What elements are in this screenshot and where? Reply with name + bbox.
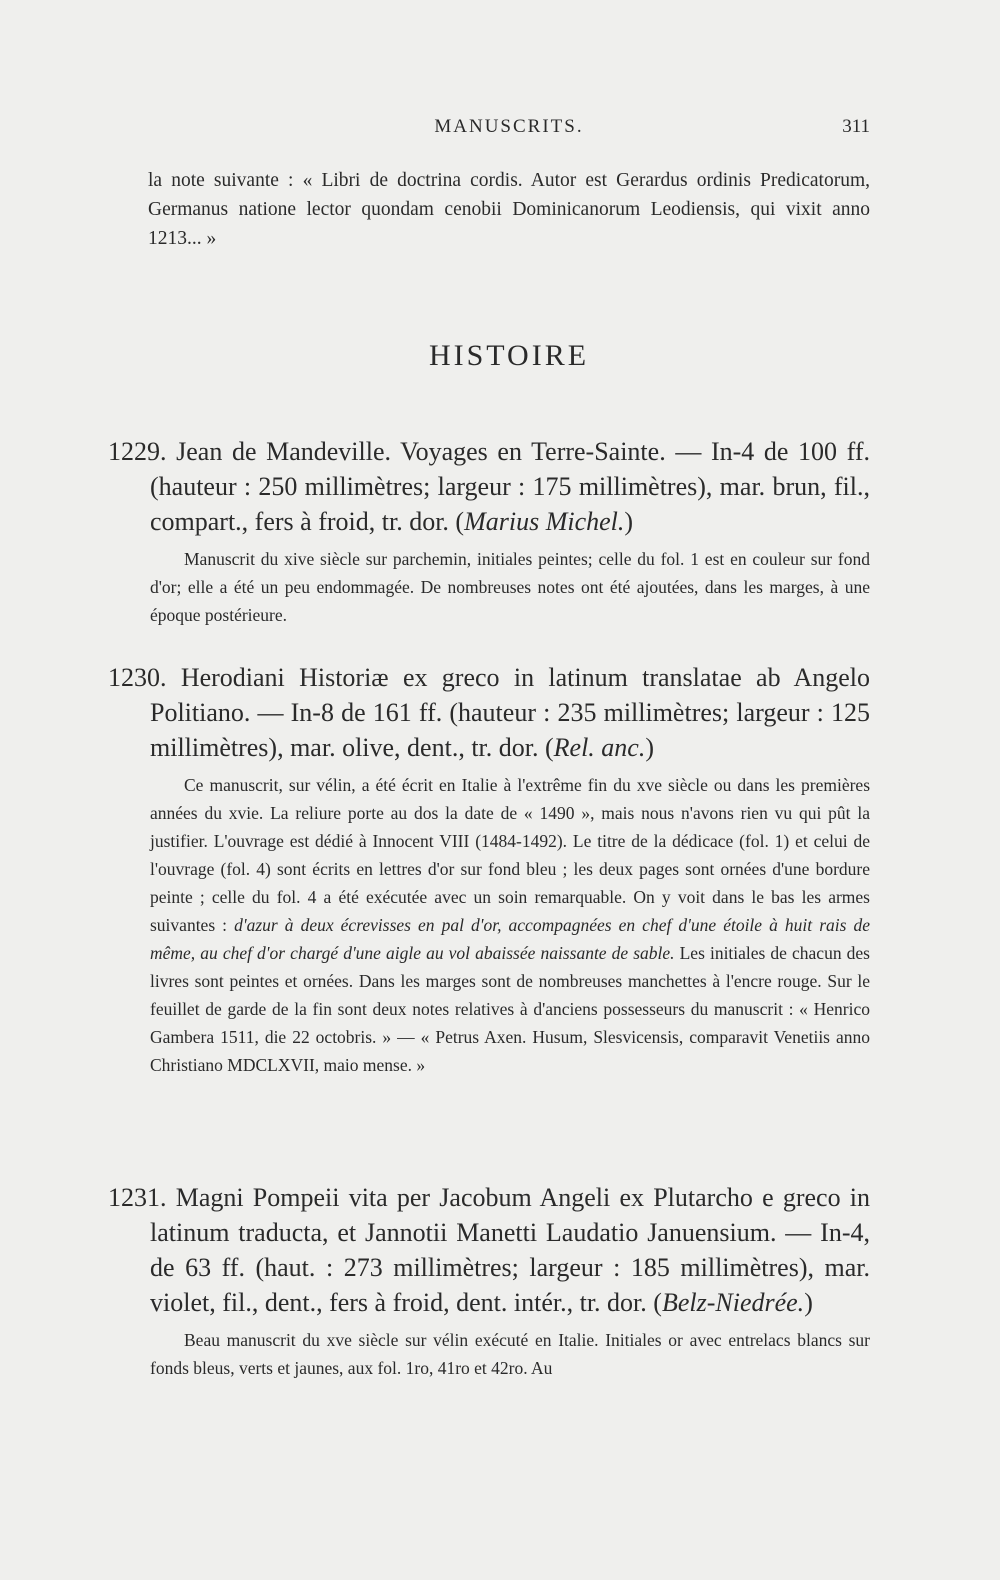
continuation-text: la note suivante : « Libri de doctrina cordis. Autor est Gerardus ordinis Predicatorum, Germanus natione lector quondam cenobii Dominicanorum Leodiensis, qui vixit anno 1213... » [148,170,870,249]
note-text-continued: Les initiales de chacun des livres sont peintes et ornées. Dans les marges sont de nombreuses manchettes à l'encre rouge. Sur le feuillet de garde de la fin sont deux notes relatives à d'anciens possesseurs du manuscrit : « Henrico Gambera 1511, die 22 octobris. » — « Petrus Axen. Husum, Slesvicensis, comparavit Venetiis anno Christiano MDCLXVII, maio mense. » [150,943,870,1075]
continuation-block [148,166,870,253]
page-header [148,116,870,146]
entry-description: Jean de Mandeville. Voyages en Terre-Sainte. — In-4 de 100 ff. (hauteur : 250 millimètres; largeur : 175 millimètres), mar. brun, fil., compart., fers à froid, tr. dor. ( [150,437,871,536]
entry-1231 [108,1180,870,1382]
note-text: Ce manuscrit, sur vélin, a été écrit en Italie à l'extrême fin du xve siècle ou dans les premières années du xvie. La reliure porte au dos la date de « 1490 », mais nous n'avons rien vu qui pût la justifier. L'ouvrage est dédié à Innocent VIII (1484-1492). Le titre de la dédicace (fol. 1) et celui de l'ouvrage (fol. 4) sont écrits en lettres d'or sur fond bleu ; les deux pages sont ornées d'une bordure peinte ; celle du fol. 4 a été exécutée avec un soin remarquable. On y voit dans le bas les armes suivantes : [150,775,870,935]
entry-note [150,771,870,1079]
entry-note: Manuscrit du xive siècle sur parchemin, initiales peintes; celle du fol. 1 est en couleur sur fond d'or; elle a été un peu endommagée. De nombreuses notes ont été ajoutées, dans les marges, à une époque postérieure. [150,549,870,625]
entry-heading: 1230. Herodiani Historiæ ex greco in latinum translatae ab Angelo Politiano. — In-8 de 161 ff. (hauteur : 235 millimètres; largeur : 125 millimètres), mar. olive, dent., tr. dor. (Rel. anc.) [108,663,871,762]
entry-number: 1231. [108,1183,167,1212]
entry-1229 [108,434,870,629]
page-number: 311 [842,116,870,137]
binder-name: Marius Michel. [464,507,625,536]
running-title: MANUSCRITS. [434,116,584,137]
entry-note: Beau manuscrit du xve siècle sur vélin exécuté en Italie. Initiales or avec entrelacs blancs sur fonds bleus, verts et jaunes, aux fol. 1ro, 41ro et 42ro. Au [150,1330,870,1378]
entry-1230 [108,660,870,1079]
section-heading-block [148,338,870,374]
binder-name: Belz-Niedrée. [661,1288,805,1317]
entry-description: Magni Pompeii vita per Jacobum Angeli ex Plutarcho e greco in latinum traducta, et Jannotii Manetti Laudatio Januensium. — In-4, de 63 ff. (haut. : 273 millimètres; largeur : 185 millimètres), mar. violet, fil., dent., fers à froid, dent. intér., tr. dor. ( [150,1183,870,1317]
entry-description: Herodiani Historiæ ex greco in latinum translatae ab Angelo Politiano. — In-8 de 161 ff. (hauteur : 235 millimètres; largeur : 125 millimètres), mar. olive, dent., tr. dor. ( [150,663,871,762]
entry-number: 1230. [108,663,167,692]
binder-name: Rel. anc. [553,733,646,762]
section-heading: HISTOIRE [428,339,590,372]
entry-heading: 1229. Jean de Mandeville. Voyages en Terre-Sainte. — In-4 de 100 ff. (hauteur : 250 millimètres; largeur : 175 millimètres), mar. brun, fil., compart., fers à froid, tr. dor. (Marius Michel.) [108,437,871,536]
entry-heading: 1231. Magni Pompeii vita per Jacobum Angeli ex Plutarcho e greco in latinum traducta, et Jannotii Manetti Laudatio Januensium. — In-4, de 63 ff. (haut. : 273 millimètres; largeur : 185 millimètres), mar. violet, fil., dent., fers à froid, dent. intér., tr. dor. (Belz-Niedrée.) [108,1183,870,1317]
entry-number: 1229. [108,437,167,466]
arms-blazon: d'azur à deux écrevisses en pal d'or, accompagnées en chef d'une étoile à huit rais de même, au chef d'or chargé d'une aigle au vol abaissée naissante de sable. [150,915,871,963]
